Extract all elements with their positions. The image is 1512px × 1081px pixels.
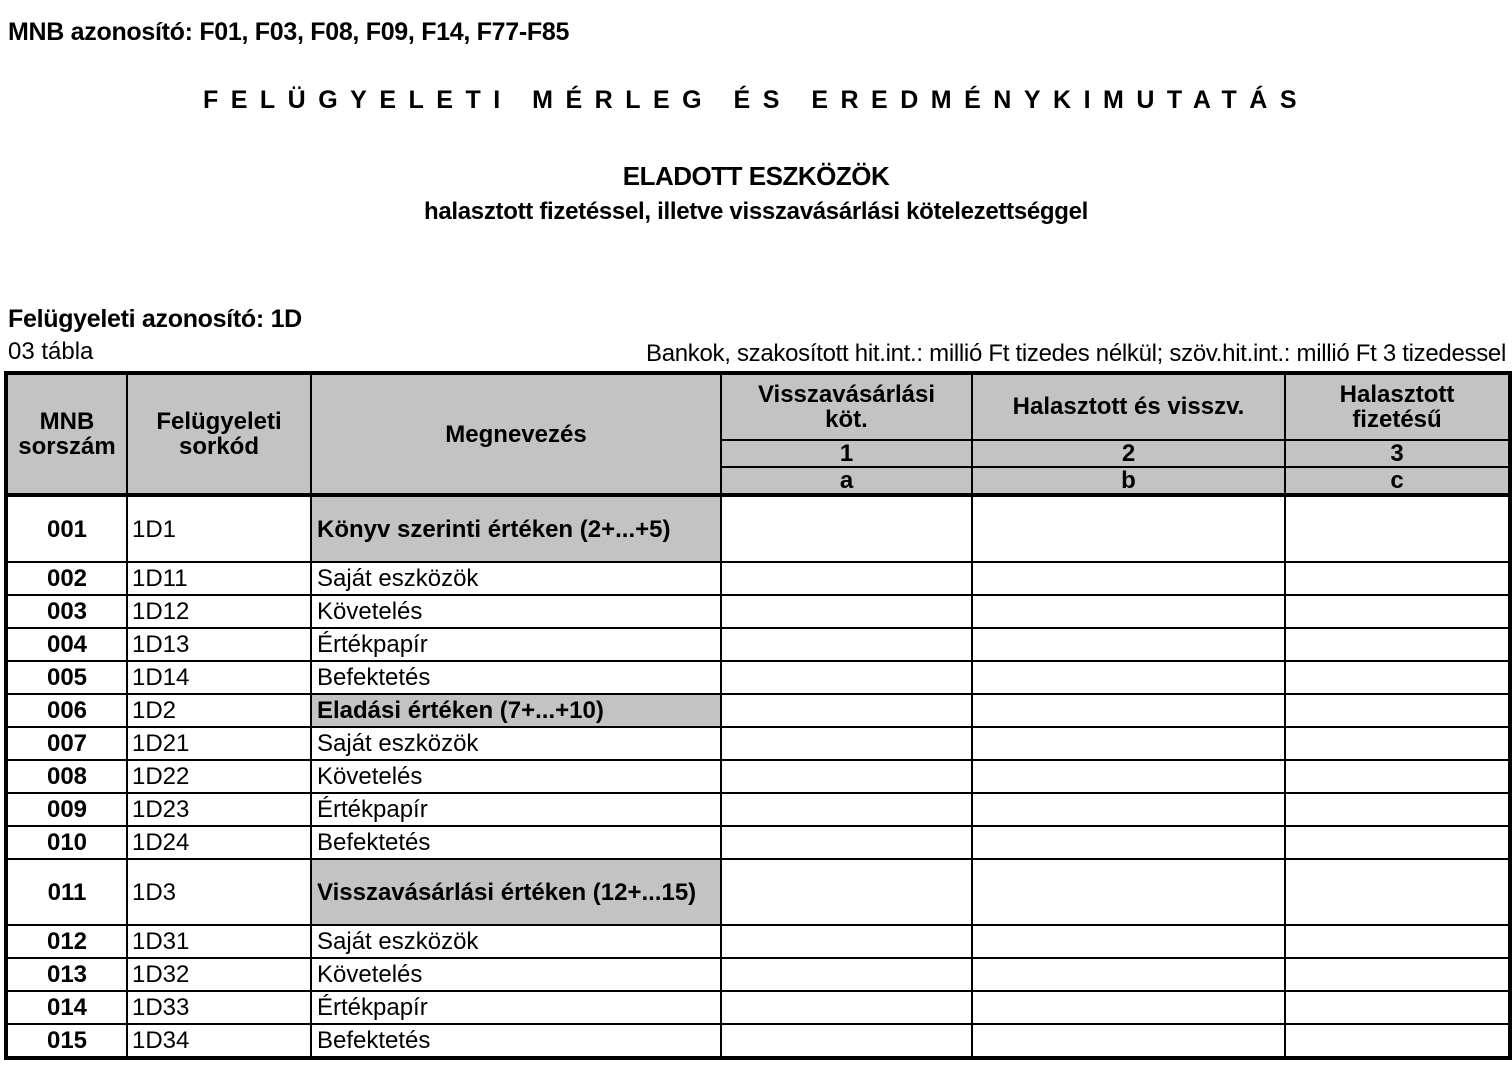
row-number: 014 [6,991,127,1024]
row-code: 1D31 [127,925,311,958]
value-cell-a [721,826,972,859]
header-col-2: Halasztott és visszv. [972,373,1285,440]
row-name: Saját eszközök [311,925,721,958]
table-row [6,595,1510,628]
value-cell-a [721,859,972,925]
row-code: 1D13 [127,628,311,661]
value-cell-b [972,958,1285,991]
value-cell-b [972,495,1285,562]
header-col-1-letter: a [721,467,972,495]
value-cell-b [972,628,1285,661]
row-name: Értékpapír [311,793,721,826]
table-row [6,958,1510,991]
header-col-2-number: 2 [972,440,1285,467]
row-number: 003 [6,595,127,628]
value-cell-c [1285,694,1510,727]
row-number: 006 [6,694,127,727]
header-name: Megnevezés [311,373,721,495]
row-name: Befektetés [311,826,721,859]
row-code: 1D33 [127,991,311,1024]
value-cell-a [721,760,972,793]
table-header [6,373,1510,495]
value-cell-c [1285,826,1510,859]
sub-title-primary: ELADOTT ESZKÖZÖK [622,161,890,191]
row-number: 012 [6,925,127,958]
value-cell-c [1285,727,1510,760]
row-code: 1D22 [127,760,311,793]
value-cell-a [721,495,972,562]
row-code: 1D32 [127,958,311,991]
value-cell-b [972,694,1285,727]
row-number: 009 [6,793,127,826]
value-cell-c [1285,595,1510,628]
value-cell-a [721,727,972,760]
row-name: Befektetés [311,1024,721,1058]
table-row [6,495,1510,562]
table-row [6,661,1510,694]
row-number: 004 [6,628,127,661]
row-code: 1D1 [127,495,311,562]
value-cell-b [972,925,1285,958]
value-cell-b [972,991,1285,1024]
header-col-1: Visszavásárlási köt. [721,373,972,440]
sub-title-secondary: halasztott fizetéssel, illetve visszavásárlási kötelezettséggel [423,198,1089,225]
value-cell-a [721,1024,972,1058]
row-name: Követelés [311,958,721,991]
value-cell-c [1285,958,1510,991]
header-col-3-letter: c [1285,467,1510,495]
row-number: 007 [6,727,127,760]
header-mnb-no: MNB sorszám [6,373,127,495]
row-number: 008 [6,760,127,793]
row-code: 1D21 [127,727,311,760]
row-number: 010 [6,826,127,859]
row-number: 013 [6,958,127,991]
mnb-id-line: MNB azonosító: F01, F03, F08, F09, F14, F77-F85 [8,18,570,46]
value-cell-b [972,727,1285,760]
value-cell-c [1285,1024,1510,1058]
value-cell-c [1285,628,1510,661]
header-col-2-letter: b [972,467,1285,495]
row-number: 015 [6,1024,127,1058]
supervisory-id: Felügyeleti azonosító: 1D [8,305,302,333]
row-code: 1D23 [127,793,311,826]
header-col-3: Halasztott fizetésű [1285,373,1510,440]
value-cell-b [972,760,1285,793]
value-cell-b [972,661,1285,694]
value-cell-a [721,925,972,958]
row-code: 1D2 [127,694,311,727]
row-name: Értékpapír [311,991,721,1024]
row-number: 011 [6,859,127,925]
value-cell-a [721,991,972,1024]
value-cell-b [972,826,1285,859]
row-code: 1D11 [127,562,311,595]
value-cell-a [721,628,972,661]
row-name: Eladási értéken (7+...+10) [311,694,721,727]
row-code: 1D34 [127,1024,311,1058]
value-cell-b [972,859,1285,925]
main-title: FELÜGYELETI MÉRLEG ÉS EREDMÉNYKIMUTATÁS [202,86,1310,114]
row-name: Saját eszközök [311,562,721,595]
value-cell-b [972,595,1285,628]
row-number: 002 [6,562,127,595]
row-code: 1D24 [127,826,311,859]
value-cell-c [1285,859,1510,925]
row-code: 1D3 [127,859,311,925]
value-cell-a [721,694,972,727]
row-name: Követelés [311,760,721,793]
value-cell-a [721,958,972,991]
table-row [6,727,1510,760]
table-number: 03 tábla [8,338,94,365]
header-code: Felügyeleti sorkód [127,373,311,495]
row-number: 005 [6,661,127,694]
row-name: Követelés [311,595,721,628]
value-cell-c [1285,793,1510,826]
value-cell-b [972,562,1285,595]
row-code: 1D14 [127,661,311,694]
value-cell-b [972,793,1285,826]
row-name: Könyv szerinti értéken (2+...+5) [311,495,721,562]
table-row [6,991,1510,1024]
value-cell-c [1285,760,1510,793]
row-code: 1D12 [127,595,311,628]
header-col-3-number: 3 [1285,440,1510,467]
table-row [6,694,1510,727]
value-cell-c [1285,562,1510,595]
row-number: 001 [6,495,127,562]
table-row [6,562,1510,595]
table-row [6,925,1510,958]
value-cell-c [1285,925,1510,958]
table-row [6,793,1510,826]
value-cell-a [721,562,972,595]
value-cell-a [721,661,972,694]
value-cell-a [721,595,972,628]
row-name: Visszavásárlási értéken (12+...15) [311,859,721,925]
table-row [6,760,1510,793]
header-col-1-number: 1 [721,440,972,467]
data-table [4,371,1512,1060]
value-cell-a [721,793,972,826]
table-body [6,495,1510,1058]
row-name: Befektetés [311,661,721,694]
row-name: Értékpapír [311,628,721,661]
row-name: Saját eszközök [311,727,721,760]
value-cell-c [1285,991,1510,1024]
value-cell-b [972,1024,1285,1058]
table-row [6,859,1510,925]
value-cell-c [1285,661,1510,694]
value-cell-c [1285,495,1510,562]
table-row [6,1024,1510,1058]
table-row [6,826,1510,859]
table-row [6,628,1510,661]
unit-note: Bankok, szakosított hit.int.: millió Ft tizedes nélkül; szöv.hit.int.: millió Ft 3 tizedessel [646,340,1506,367]
